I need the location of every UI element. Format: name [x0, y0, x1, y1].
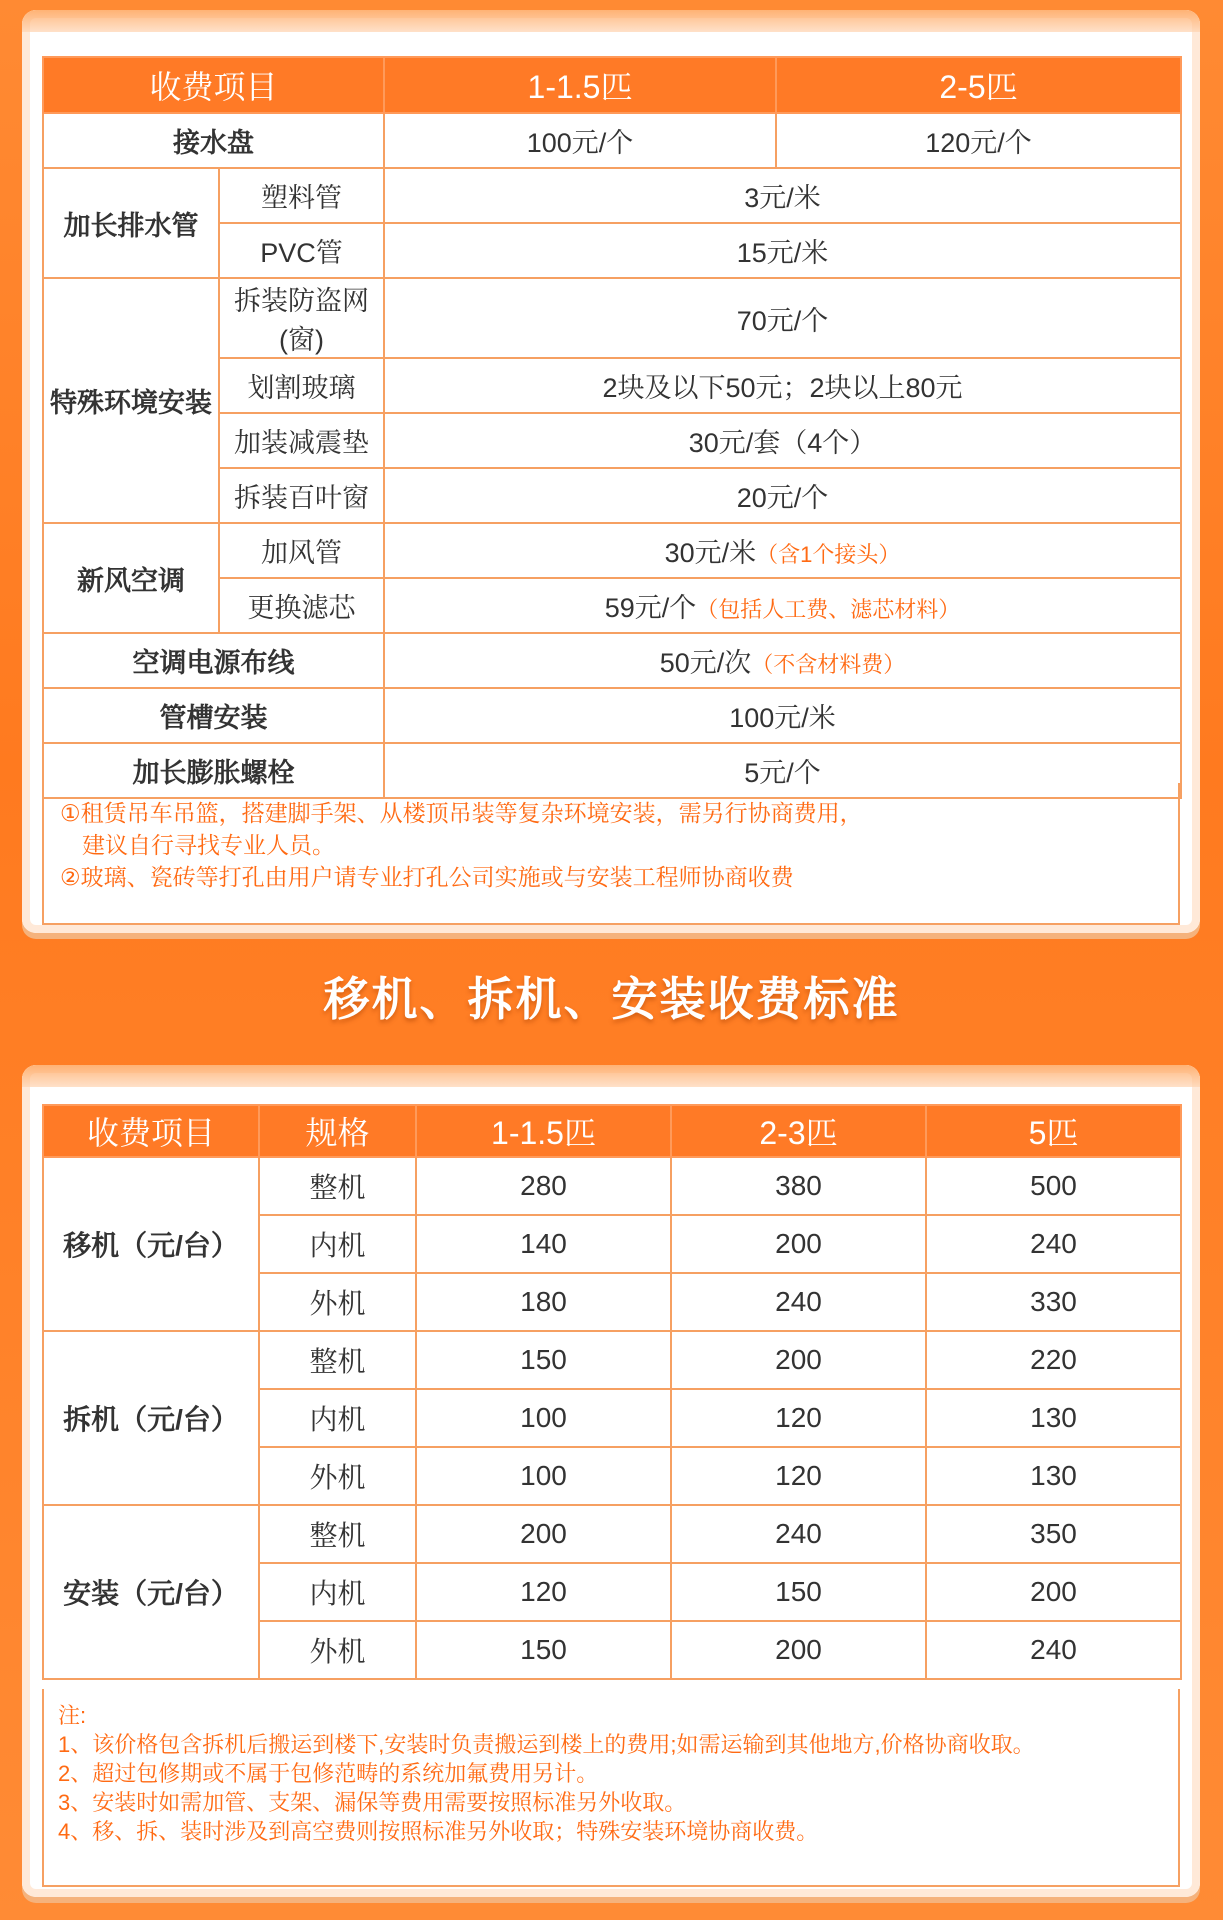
note-line: 建议自行寻找专业人员。 [82, 832, 335, 858]
note-line: 1、该价格包含拆机后搬运到楼下,安装时负责搬运到楼上的费用;如需运输到其他地方,价格协商收取。 [58, 1732, 1035, 1757]
item-cell: 更换滤芯 [219, 578, 384, 633]
note-line: 注: [58, 1703, 87, 1728]
header-cell: 1-1.5匹 [384, 57, 776, 113]
table-row [43, 1331, 1181, 1389]
header-cell: 收费项目 [43, 1105, 259, 1157]
note-line: 2、超过包修期或不属于包修范畴的系统加氟费用另计。 [58, 1761, 599, 1786]
value-cell: 120 [416, 1563, 671, 1621]
value-cell: 380 [671, 1157, 926, 1215]
value-cell: 130 [926, 1389, 1181, 1447]
spec-cell: 整机 [259, 1331, 416, 1389]
price-text: 50元/次 [659, 648, 752, 678]
value-cell: 150 [416, 1621, 671, 1679]
item-cell: 划割玻璃 [219, 358, 384, 413]
extra-fees-panel [22, 10, 1200, 933]
table-row [43, 688, 1181, 743]
value-cell: 120 [671, 1447, 926, 1505]
table-row [43, 168, 1181, 223]
value-cell: 330 [926, 1273, 1181, 1331]
row-label: 空调电源布线 [43, 633, 384, 688]
value-cell: 240 [671, 1505, 926, 1563]
value-cell: 350 [926, 1505, 1181, 1563]
group-label: 新风空调 [43, 523, 219, 633]
item-cell: 拆装百叶窗 [219, 468, 384, 523]
value-cell: 180 [416, 1273, 671, 1331]
price-cell: 2块及以下50元；2块以上80元 [384, 358, 1181, 413]
header-cell: 收费项目 [43, 57, 384, 113]
price-cell: 20元/个 [384, 468, 1181, 523]
price-cell: 70元/个 [384, 278, 1181, 358]
price-note: （包括人工费、滤芯材料） [696, 597, 961, 622]
spec-cell: 外机 [259, 1273, 416, 1331]
row-label: 管槽安装 [43, 688, 384, 743]
value-cell: 100 [416, 1447, 671, 1505]
value-cell: 240 [926, 1621, 1181, 1679]
price-cell: 3元/米 [384, 168, 1181, 223]
note-line: 3、安装时如需加管、支架、漏保等费用需要按照标准另外收取。 [58, 1790, 687, 1815]
spec-cell: 内机 [259, 1563, 416, 1621]
spec-cell: 内机 [259, 1215, 416, 1273]
table2-notes [42, 1689, 1180, 1887]
header-cell: 2-3匹 [671, 1105, 926, 1157]
price-cell: 5元/个 [384, 743, 1181, 798]
row-label: 加长膨胀螺栓 [43, 743, 384, 798]
group-label: 拆机（元/台） [43, 1331, 259, 1505]
table-header-row [43, 57, 1181, 113]
item-cell: 加装减震垫 [219, 413, 384, 468]
section-title: 移机、拆机、安装收费标准 [323, 973, 900, 1025]
price-cell: 100元/米 [384, 688, 1181, 743]
group-label: 加长排水管 [43, 168, 219, 278]
item-cell: PVC管 [219, 223, 384, 278]
price-cell: 100元/个 [384, 113, 776, 168]
value-cell: 500 [926, 1157, 1181, 1215]
table-row [43, 278, 1181, 358]
value-cell: 100 [416, 1389, 671, 1447]
table-row [43, 113, 1181, 168]
note-line: ①租赁吊车吊篮，搭建脚手架、从楼顶吊装等复杂环境安装，需另行协商费用， [60, 800, 863, 826]
group-label: 安装（元/台） [43, 1505, 259, 1679]
price-cell: 30元/套（4个） [384, 413, 1181, 468]
spec-cell: 内机 [259, 1389, 416, 1447]
price-note: （不含材料费） [751, 652, 906, 677]
table-row [43, 1157, 1181, 1215]
price-note: （含1个接头） [756, 542, 901, 567]
value-cell: 200 [671, 1621, 926, 1679]
item-cell: 拆装防盗网(窗) [219, 278, 384, 358]
value-cell: 280 [416, 1157, 671, 1215]
value-cell: 200 [671, 1215, 926, 1273]
price-cell: 15元/米 [384, 223, 1181, 278]
value-cell: 140 [416, 1215, 671, 1273]
price-text: 30元/米 [664, 538, 757, 568]
group-label: 移机（元/台） [43, 1157, 259, 1331]
table-row [43, 1505, 1181, 1563]
item-cell: 加风管 [219, 523, 384, 578]
price-cell: 120元/个 [776, 113, 1181, 168]
group-label: 特殊环境安装 [43, 278, 219, 523]
value-cell: 130 [926, 1447, 1181, 1505]
extra-fees-table [42, 56, 1182, 799]
value-cell: 200 [926, 1563, 1181, 1621]
value-cell: 240 [671, 1273, 926, 1331]
service-fees-table [42, 1104, 1182, 1680]
note-line: ②玻璃、瓷砖等打孔由用户请专业打孔公司实施或与安装工程师协商收费 [60, 864, 794, 890]
table1-notes [42, 783, 1180, 925]
header-cell: 规格 [259, 1105, 416, 1157]
price-cell [384, 633, 1181, 688]
table-row [43, 633, 1181, 688]
header-cell: 1-1.5匹 [416, 1105, 671, 1157]
row-label: 接水盘 [43, 113, 384, 168]
price-cell [384, 578, 1181, 633]
value-cell: 150 [416, 1331, 671, 1389]
value-cell: 150 [671, 1563, 926, 1621]
header-cell: 5匹 [926, 1105, 1181, 1157]
price-text: 59元/个 [604, 593, 697, 623]
spec-cell: 整机 [259, 1505, 416, 1563]
spec-cell: 整机 [259, 1157, 416, 1215]
value-cell: 220 [926, 1331, 1181, 1389]
spec-cell: 外机 [259, 1621, 416, 1679]
header-cell: 2-5匹 [776, 57, 1181, 113]
service-fees-panel [22, 1065, 1200, 1897]
table-header-row [43, 1105, 1181, 1157]
panel-rim [22, 10, 1200, 32]
note-line: 4、移、拆、装时涉及到高空费则按照标准另外收取；特殊安装环境协商收费。 [58, 1819, 819, 1844]
value-cell: 240 [926, 1215, 1181, 1273]
table-row [43, 523, 1181, 578]
spec-cell: 外机 [259, 1447, 416, 1505]
value-cell: 200 [671, 1331, 926, 1389]
panel-rim [22, 1065, 1200, 1087]
price-cell [384, 523, 1181, 578]
item-cell: 塑料管 [219, 168, 384, 223]
value-cell: 120 [671, 1389, 926, 1447]
value-cell: 200 [416, 1505, 671, 1563]
